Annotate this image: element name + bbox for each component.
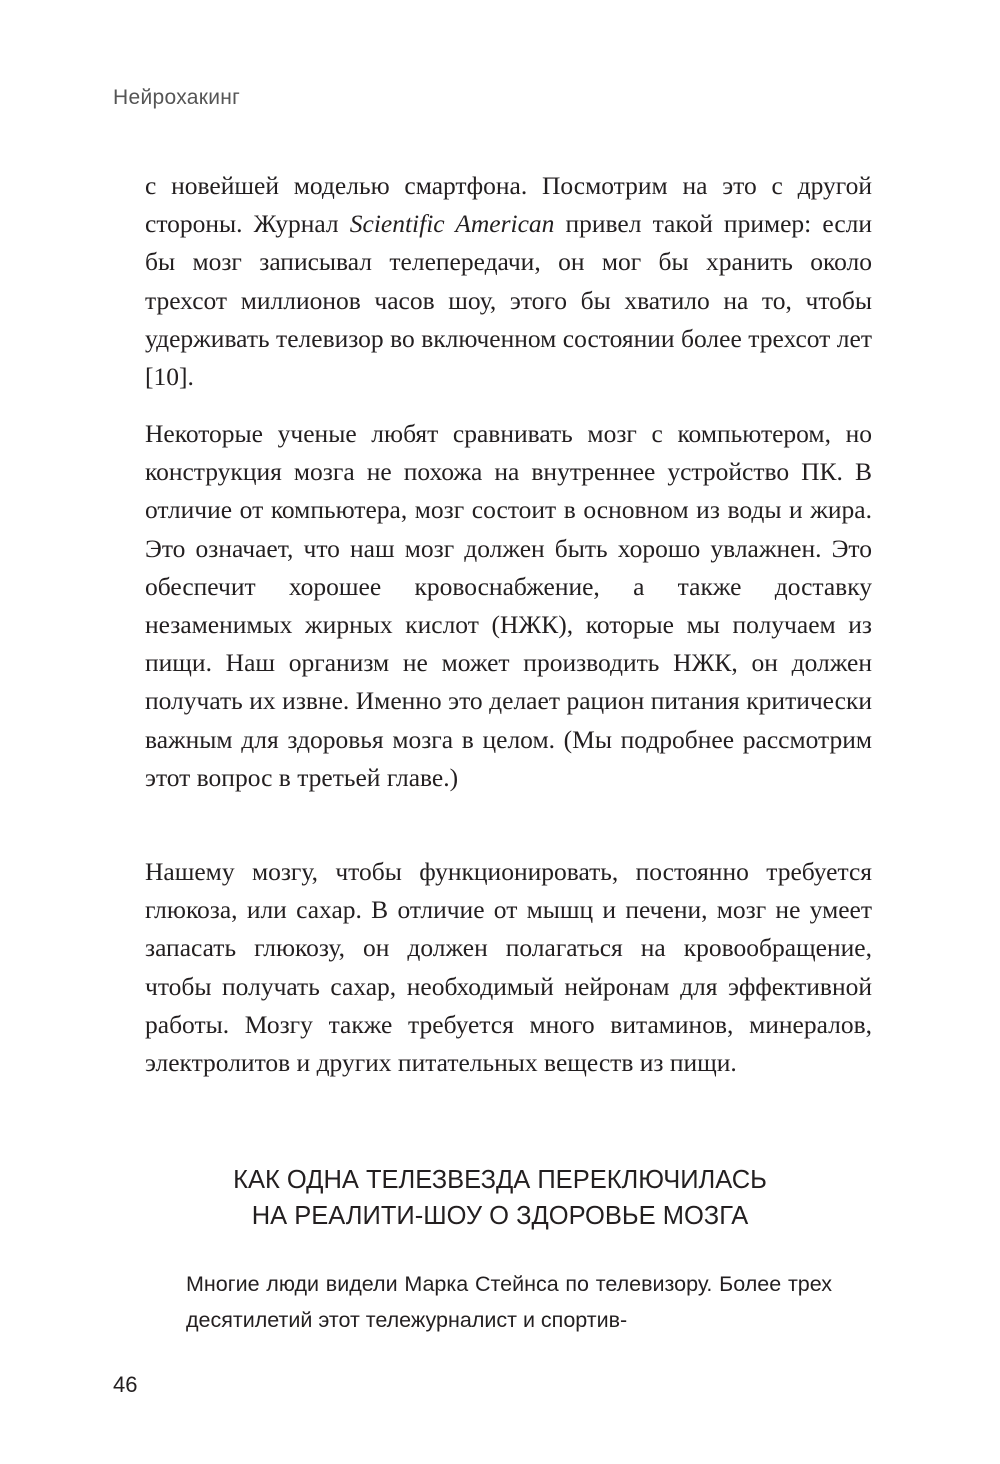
paragraph-2 xyxy=(145,415,872,797)
running-head: Нейрохакинг xyxy=(113,86,241,109)
paragraph-2-text: Некоторые ученые любят сравнивать мозг с компьютером, но конструкция мозга не похожа на внутреннее устройство ПК. В отличие от компьютера, мозг состоит в основном из воды и жира. Это означает, что наш мозг должен быть хорошо увлажнен. Это обеспечит хорошее кровоснабжение, а также доставку незаменимых жирных кислот (НЖК), которые мы получаем из пищи. Наш организм не может производить НЖК, он должен получать их извне. Именно это делает рацион питания критически важным для здоровья мозга в целом. (Мы подробнее рассмотрим этот вопрос в третьей главе.) xyxy=(145,419,872,792)
paragraph-1 xyxy=(145,167,872,396)
page-number: 46 xyxy=(113,1372,138,1397)
paragraph-1-text-start: с новейшей моделью смартфона. Посмотрим на это с другой стороны. Журнал xyxy=(145,171,872,239)
paragraph-1-text-end: привел такой пример: если бы мозг записывал телепередачи, он мог бы хранить около трехсот миллионов часов шоу, этого бы хватило на то, чтобы удерживать телевизор во включенном состоянии более трехсот лет [10]. xyxy=(145,209,873,392)
section-heading-line-1: КАК ОДНА ТЕЛЕЗВЕЗДА ПЕРЕКЛЮЧИЛАСЬ xyxy=(233,1166,767,1194)
paragraph-3 xyxy=(145,853,872,1082)
section-intro-text: Многие люди видели Марка Стейнса по телевизору. Более трех десятилетий этот тележурналист и спортив- xyxy=(186,1272,832,1332)
journal-title: Scientific American xyxy=(349,209,555,239)
paragraph-3-text: Нашему мозгу, чтобы функционировать, постоянно требуется глюкоза, или сахар. В отличие от мышц и печени, мозг не умеет запасать глюкозу, он должен полагаться на кровообращение, чтобы получать сахар, необходимый нейронам для эффективной работы. Мозгу также требуется много витаминов, минералов, электролитов и других питательных веществ из пищи. xyxy=(145,857,872,1078)
section-heading xyxy=(100,1162,900,1234)
section-heading-line-2: НА РЕАЛИТИ-ШОУ О ЗДОРОВЬЕ МОЗГА xyxy=(251,1202,749,1230)
